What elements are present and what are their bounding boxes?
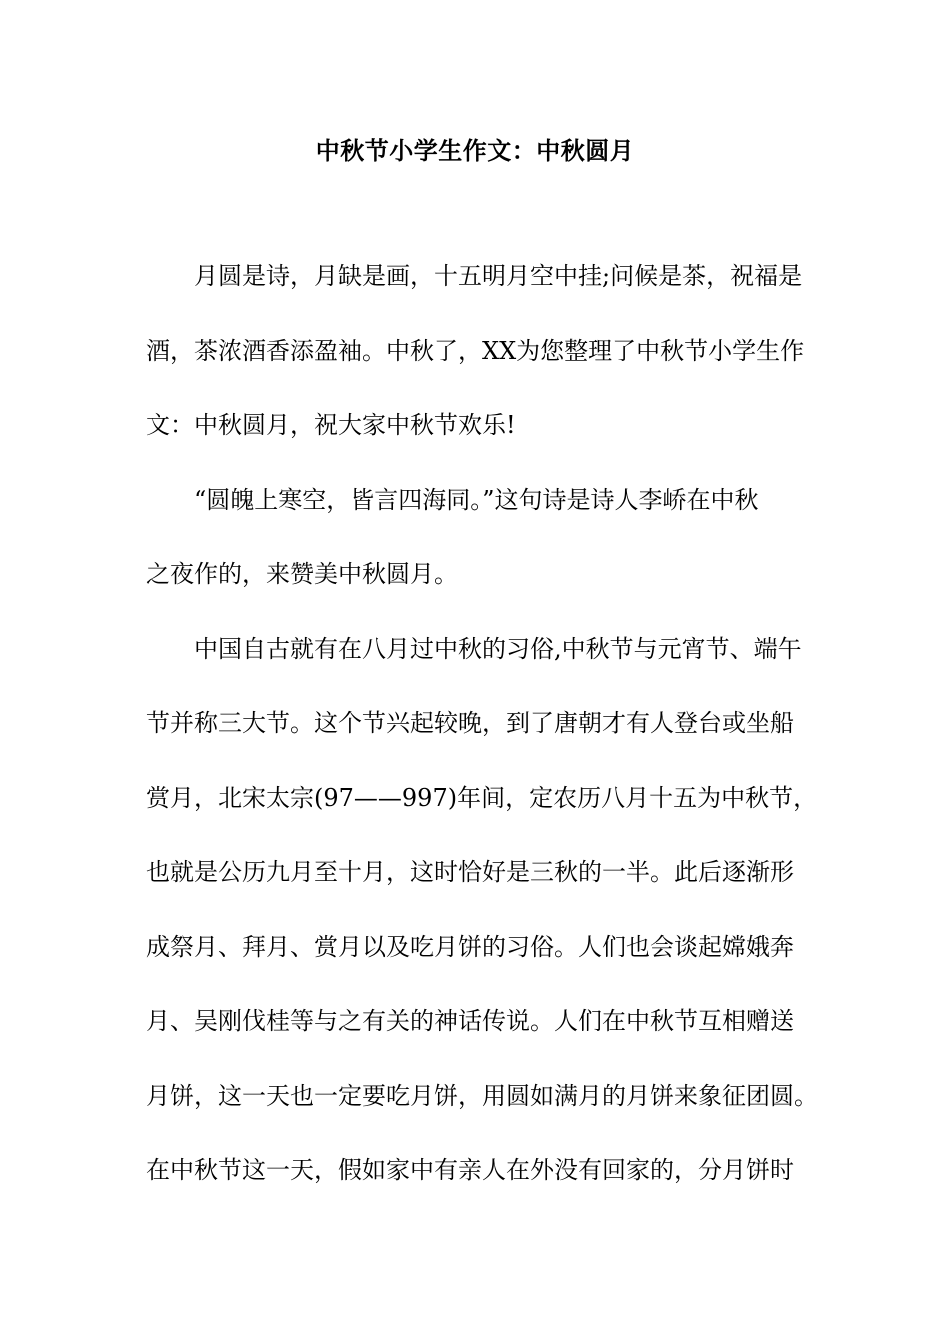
text-line: 酒，茶浓酒香添盈袖。中秋了，XX为您整理了中秋节小学生作 — [146, 337, 805, 365]
text-line: 月圆是诗，月缺是画，十五明月空中挂;问候是茶，祝福是 — [146, 262, 803, 290]
document-title: 中秋节小学生作文：中秋圆月 — [315, 136, 635, 165]
text-line: 月、吴刚伐桂等与之有关的神话传说。人们在中秋节互相赠送 — [146, 1007, 794, 1035]
text-line: “圆魄上寒空，皆言四海同。”这句诗是诗人李峤在中秋 — [146, 486, 759, 514]
text-line: 节并称三大节。这个节兴起较晚，到了唐朝才有人登台或坐船 — [146, 709, 794, 737]
text-line: 文：中秋圆月，祝大家中秋节欢乐! — [146, 411, 516, 439]
text-line: 月饼，这一天也一定要吃月饼，用圆如满月的月饼来象征团圆。 — [146, 1082, 818, 1110]
text-line: 在中秋节这一天，假如家中有亲人在外没有回家的，分月饼时 — [146, 1156, 794, 1184]
text-line: 也就是公历九月至十月，这时恰好是三秋的一半。此后逐渐形 — [146, 858, 794, 886]
text-line: 成祭月、拜月、赏月以及吃月饼的习俗。人们也会谈起嫦娥奔 — [146, 933, 794, 961]
text-line: 赏月，北宋太宗(97——997)年间，定农历八月十五为中秋节， — [146, 784, 818, 812]
text-line: 之夜作的，来赞美中秋圆月。 — [146, 560, 458, 588]
text-line: 中国自古就有在八月过中秋的习俗,中秋节与元宵节、端午 — [146, 635, 802, 663]
